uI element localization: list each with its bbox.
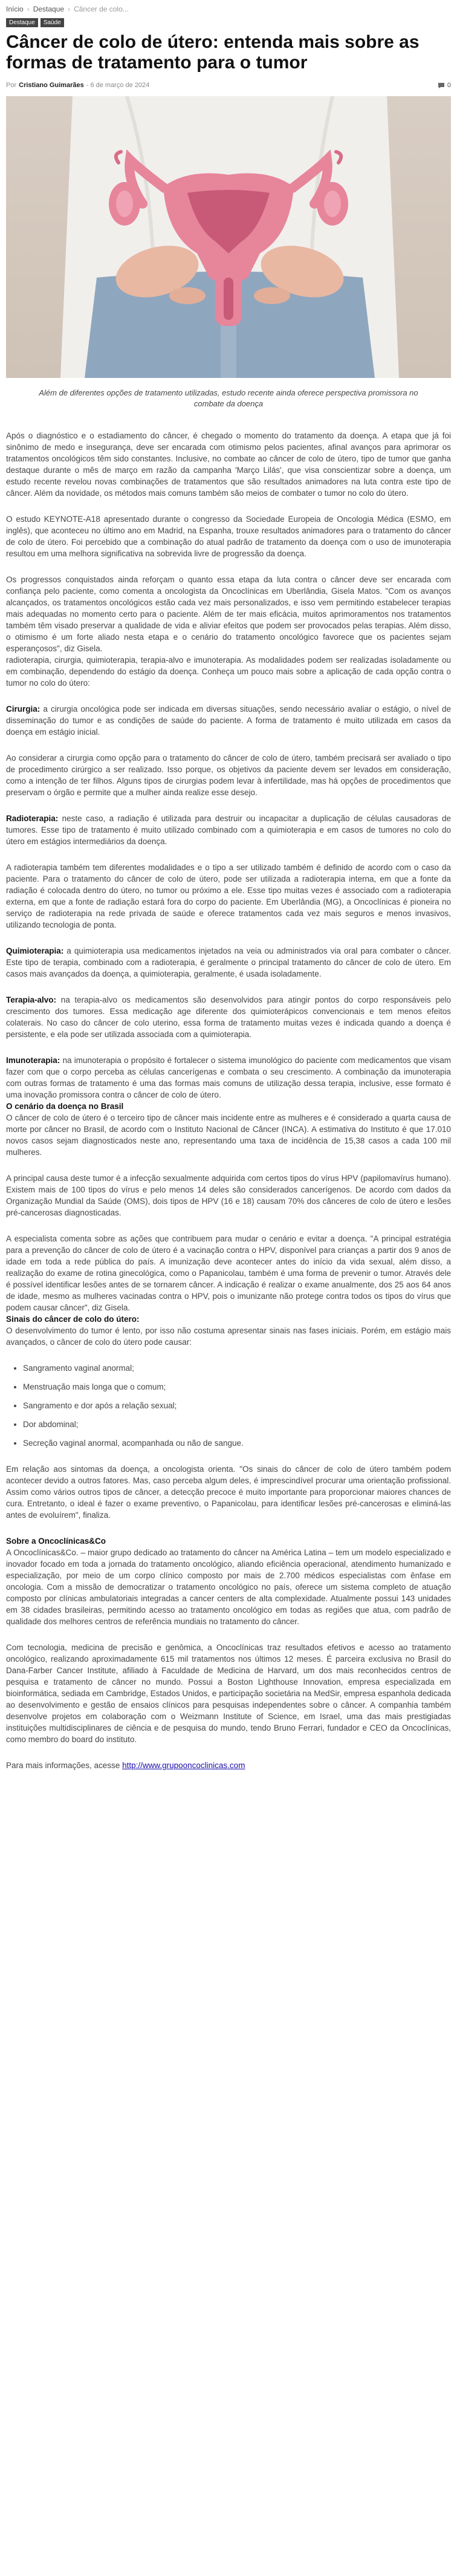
term-text: na terapia-alvo os medicamentos são desenvolvidos para atingir pontos do corpo responsáveis pelo crescimento dos tumores. Essa medicação age diferente dos quimioterápicos convencionais e tem menos efeitos colaterais. No caso do câncer de colo uterino, essa forma de tratamento muitas vezes é indicada quando a doença é persistente, e ela pode ser utilizada associada com a quimioterapia. [6, 995, 451, 1039]
author-name[interactable]: Cristiano Guimarães [19, 82, 84, 89]
section-heading-sinais: Sinais do câncer de colo do útero: [6, 1315, 140, 1324]
section-heading-cenario: O cenário da doença no Brasil [6, 1102, 124, 1111]
paragraph [6, 574, 451, 689]
hero-caption: Além de diferentes opções de tratamento utilizadas, estudo recente ainda oferece perspectiva promissora no combate da doença [39, 388, 418, 408]
more-info-text: Para mais informações, acesse [6, 1761, 123, 1770]
paragraph: Com tecnologia, medicina de precisão e genômica, a Oncoclínicas traz resultados efetivos e acesso ao tratamento oncológico, realizando aproximadamente 615 mil tratamentos nos últimos 12 meses. É parceira exclusiva no Brasil do Dana-Farber Cancer Institute, afiliado à Faculdade de Medicina de Harvard, um dos mais reconhecidos centros de pesquisa e tratamento de câncer no mundo. Possui a Boston Lighthouse Innovation, empresa especializada em bioinformática, sediada em Cambridge, Estados Unidos, e participação societária na MedSir, empresa espanhola dedicada ao desenvolvimento e gestão de ensaios clínicos para pesquisas independentes sobre o câncer. A companhia também desenvolve projetos em colaboração com o Weizmann Institute of Science, em Israel, uma das mais prestigiadas instituições multidisciplinares de ciência e de pesquisa do mundo, tendo Bruno Ferrari, fundador e CEO da Oncoclínicas, como membro do board do instituto. [6, 1643, 451, 1744]
oncoclinicas-link[interactable]: http://www.grupooncoclinicas.com [122, 1761, 245, 1770]
breadcrumb-separator: › [68, 5, 71, 13]
paragraph: Após o diagnóstico e o estadiamento do câncer, é chegado o momento do tratamento da doença. A etapa que já foi sinônimo de medo e insegurança, deve ser encarada com otimismo pelos pacientes, afinal avanços para aprimorar os tratamentos oncológicos têm sido constantes. Inclusive, no combate ao câncer de colo de útero, tipo de tumor que ganha destaque durante o mês de março em razão da campanha 'Março Lilás', que visa conscientizar sobre a doença, um estudo recente revelou novas combinações de tratamentos que são resultados animadores na luta contra este tipo de câncer. Além da novidade, os métodos mais comuns também são meios de combater o tumor no colo do útero. [6, 431, 451, 498]
tag-saude[interactable]: Saúde [41, 18, 64, 27]
term-label: Radioterapia: [6, 814, 59, 823]
breadcrumb-separator: › [27, 5, 30, 13]
list-item: • Dor abdominal; [23, 1419, 451, 1430]
term-label: Cirurgia: [6, 704, 41, 714]
section-heading-sobre: Sobre a Oncoclínicas&Co [6, 1537, 106, 1546]
publish-date: - 6 de março de 2024 [86, 82, 150, 89]
term-text: na imunoterapia o propósito é fortalecer o sistema imunológico do paciente com medicamentos que visam fazer com que o corpo perceba as células cancerígenas e combata o seu crescimento. A combinação da imunoterapia com outras formas de tratamento é uma das formas mais comuns de utilização dessa terapia, inclusive, esse formato é uma inovação promissora contra o câncer de colo de útero. [6, 1056, 451, 1099]
paragraph: Ao considerar a cirurgia como opção para o tratamento do câncer de colo de útero, também precisará ser avaliado o tipo de procedimento cirúrgico a ser realizado. Isso porque, os objetivos da paciente devem ser levados em consideração, como a intenção de ter filhos. Alguns tipos de cirurgias podem levar à infertilidade, mas há opções de procedimentos que preservam o órgão e permite que a mulher ainda realize esse desejo. [6, 753, 451, 797]
tag-destaque[interactable]: Destaque [6, 18, 38, 27]
list-item: • Sangramento vaginal anormal; [23, 1362, 451, 1374]
term-label: Quimioterapia: [6, 946, 64, 955]
comment-icon [438, 82, 445, 89]
list-item: • Sangramento e dor após a relação sexual; [23, 1400, 451, 1411]
paragraph: O câncer de colo de útero é o terceiro tipo de câncer mais incidente entre as mulheres e é considerado a quarta causa de morte por câncer no Brasil, de acordo com o Instituto Nacional de Câncer (INCA). A estimativa do Instituto é que 17.010 novos casos sejam diagnosticados neste ano, representando uma taxa de incidência de 15,38 casos a cada 100 mil mulheres. [6, 1113, 451, 1157]
term-text: a quimioterapia usa medicamentos injetados na veia ou administrados via oral para combater o câncer. Este tipo de terapia, combinado com a radioterapia, é geralmente o principal tratamento do câncer de colo de útero. Em casos mais avançados da doença, a quimioterapia, geralmente, é usada isoladamente. [6, 946, 451, 978]
paragraph-text: Os progressos conquistados ainda reforçam o quanto essa etapa da luta contra o câncer deve ser encarada com confiança pelo paciente, como comenta a oncologista da Oncoclínicas em Uberlândia, Gisela Matos. "Com os avanços alcançados, os tratamentos oncológicos estão cada vez mais personalizados, e isso vem permitindo estabelecer terapias mais adequadas no momento certo para o paciente. Além de ter mais eficácia, muitos aprimoramentos nos tratamentos também têm visado preservar a qualidade de vida e aliviar efeitos que podem ser provocados pelas terapias. Além disso, o otimismo é um forte aliado nesta etapa e o cenário do tratamento oncológico favorece que os pacientes sejam esperançosos", diz Gisela. [6, 575, 451, 653]
hero-image [6, 96, 451, 378]
paragraph: Em relação aos sintomas da doença, a oncologista orienta. "Os sinais do câncer de colo de útero também podem acontecer devido a outros fatores. Mas, caso perceba algum deles, é imprescindível procurar uma orientação profissional. Assim como vários outros tipos de câncer, a detecção precoce é muito importante para proporcionar maiores chances de cura. Entretanto, o ideal é fazer o exame preventivo, o Papanicolau, para identificar lesões pré-cancerosas e eliminá-las antes de evoluírem", finaliza. [6, 1465, 451, 1520]
paragraph: O desenvolvimento do tumor é lento, por isso não costuma apresentar sinais nas fases iniciais. Porém, em estágio mais avançados, o câncer de colo do útero pode causar: [6, 1326, 451, 1347]
paragraph-quimioterapia [6, 945, 451, 980]
list-item: • Menstruação mais longa que o comum; [23, 1381, 451, 1393]
article-meta [6, 82, 451, 89]
term-text: neste caso, a radiação é utilizada para destruir ou incapacitar a duplicação de células causadoras de tumores. Esse tipo de tratamento é muito utilizado combinado com a quimioterapia e em casos de tumores no colo do útero em estágios intermediários da doença. [6, 814, 451, 846]
term-label: Imunoterapia: [6, 1056, 60, 1065]
term-label: Terapia-alvo: [6, 995, 57, 1004]
paragraph: O estudo KEYNOTE-A18 apresentado durante o congresso da Sociedade Europeia de Oncologia Médica (ESMO, em inglês), que aconteceu no último ano em Madrid, na Espanha, trouxe resultados animadores para o tratamento do câncer de colo de útero. Foi percebido que a combinação do atual padrão de tratamento da doença com o uso de imunoterapia resultou em uma melhora significativa na sobrevida livre de progressão da doença. [6, 515, 451, 558]
term-text: a cirurgia oncológica pode ser indicada em diversas situações, sendo necessário avaliar o estágio, o nível de disseminação do tumor e as condições de saúde do paciente. A forma de tratamento é muito utilizada em casos da doença em estágio inicial. [6, 704, 451, 737]
paragraph-cirurgia [6, 703, 451, 738]
paragraph-imunoterapia [6, 1055, 451, 1101]
page-title: Câncer de colo de útero: entenda mais sobre as formas de tratamento para o tumor [6, 32, 420, 73]
breadcrumb-section[interactable]: Destaque [33, 5, 65, 13]
paragraph-terapia-alvo [6, 994, 451, 1040]
comments-number: 0 [447, 82, 451, 89]
author-prefix: Por [6, 82, 17, 89]
paragraph: A radioterapia também tem diferentes modalidades e o tipo a ser utilizado também é definido de acordo com o caso da paciente. Para o tratamento do câncer de colo de útero, pode ser utilizada a radioterapia interna, em que a fonte da radiação é colocada dentro do útero, no tumor ou próximo a ele. Esse tipo muitas vezes é associado com a radioterapia externa, em que a fonte de radiação estará fora do corpo do paciente. Em Uberlândia (MG), a Oncoclínicas é pioneira no serviço de radioterapia na rede privada de saúde e oferece tratamentos cada vez mais seguros e menos invasivos, utilizando tecnologia de ponta. [6, 863, 451, 929]
article-body [6, 430, 451, 1771]
comments-count[interactable] [438, 82, 451, 89]
breadcrumb-home[interactable]: Início [6, 5, 24, 13]
category-tags [6, 18, 451, 27]
breadcrumb [6, 0, 451, 18]
breadcrumb-current: Câncer de colo... [74, 5, 129, 13]
paragraph: A Oncoclínicas&Co. – maior grupo dedicado ao tratamento do câncer na América Latina – tem um modelo especializado e inovador focado em toda a jornada do tratamento oncológico, aliando eficiência operacional, atendimento humanizado e especialização, por meio de um corpo clínico composto por mais de 2.700 médicos especialistas com ênfase em oncologia. Com a missão de democratizar o tratamento oncológico no país, oferece um sistema completo de atuação composto por clínicas ambulatoriais integradas a cancer centers de alta complexidade. Atualmente possui 143 unidades em 38 cidades brasileiras, permitindo acesso ao tratamento oncológico em todas as regiões que atua, com padrão de qualidade dos melhores centros de referência mundiais no tratamento do câncer. [6, 1548, 451, 1626]
symptoms-list [6, 1362, 451, 1449]
paragraph: A especialista comenta sobre as ações que contribuem para mudar o cenário e evitar a doença. "A principal estratégia para a prevenção do câncer de colo de útero é a vacinação contra o HPV, disponível para crianças a partir dos 9 anos de idade em toda a rede pública do país. A imunização deve acontecer antes do início da vida sexual, além disso, a realização do exame de rotina ginecológica, como o Papanicolau, também é uma forma de prevenir o tumor. Através dele é possível identificar lesões antes de se tornarem câncer. A indicação é realizar o exame anualmente, dos 25 aos 64 anos de idade, mesmo as mulheres vacinadas contra o HPV, pois o imunizante não protege contra todos os tipos do vírus que podem causar câncer", diz Gisela. [6, 1234, 451, 1312]
more-info [6, 1760, 451, 1771]
paragraph: A principal causa deste tumor é a infecção sexualmente adquirida com certos tipos do vírus HPV (papilomavírus humano). Existem mais de 100 tipos do vírus e pelo menos 14 deles são considerados cancerígenos. De acordo com dados da Organização Mundial da Saúde (OMS), dois tipos de HPV (16 e 18) causam 70% dos cânceres de colo de útero e lesões pré-cancerosas diagnosticadas. [6, 1174, 451, 1217]
paragraph-radioterapia [6, 813, 451, 847]
list-item: • Secreção vaginal anormal, acompanhada ou não de sangue. [23, 1437, 451, 1449]
paragraph-text: radioterapia, cirurgia, quimioterapia, terapia-alvo e imunoterapia. As modalidades podem ser realizadas isoladamente ou em combinação, dependendo do estágio da doença. Conheça um pouco mais sobre a aplicação de cada opção contra o tumor no colo do útero: [6, 655, 451, 688]
